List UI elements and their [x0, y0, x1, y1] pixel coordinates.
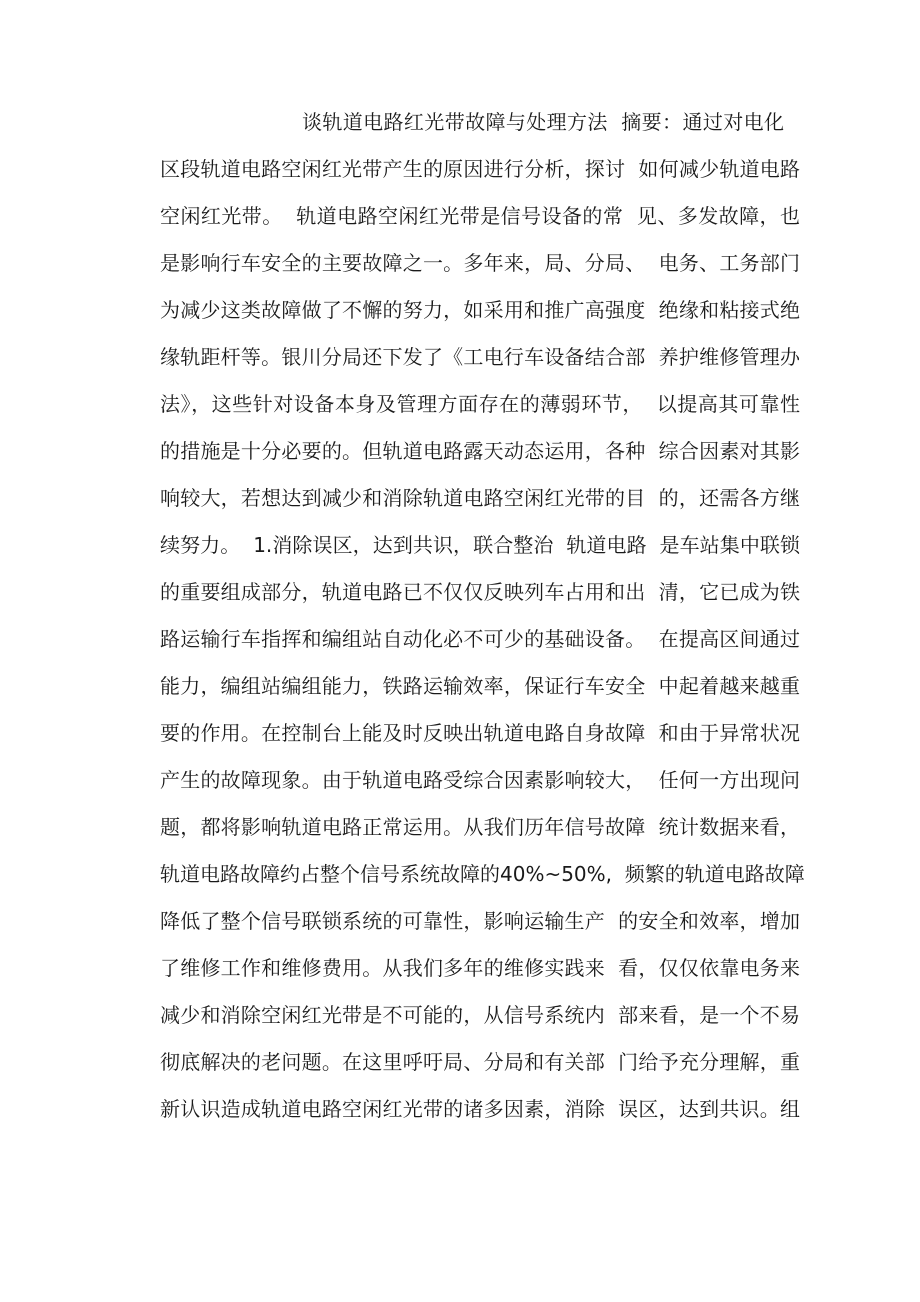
- body-text-line: 降低了整个信号联锁系统的可靠性，影响运输生产 的安全和效率，增加: [160, 909, 800, 933]
- body-text-line: 彻底解决的老问题。在这里呼吁局、分局和有关部 门给予充分理解，重: [160, 1050, 800, 1074]
- body-text-line: 产生的故障现象。由于轨道电路受综合因素影响较大， 任何一方出现问: [160, 768, 800, 792]
- body-text-line: 的重要组成部分，轨道电路已不仅仅反映列车占用和出 清，它已成为铁: [160, 580, 800, 604]
- body-text-line: 题，都将影响轨道电路正常运用。从我们历年信号故障 统计数据来看，: [160, 815, 800, 839]
- body-text-line: 空闲红光带。 轨道电路空闲红光带是信号设备的常 见、多发故障，也: [160, 204, 800, 228]
- body-text-line: 减少和消除空闲红光带是不可能的，从信号系统内 部来看，是一个不易: [160, 1003, 800, 1027]
- body-text-line: 续努力。 1.消除误区，达到共识，联合整治 轨道电路 是车站集中联锁: [160, 533, 800, 557]
- body-text-line: 了维修工作和维修费用。从我们多年的维修实践来 看，仅仅依靠电务来: [160, 956, 800, 980]
- body-text-line: 法》，这些针对设备本身及管理方面存在的薄弱环节， 以提高其可靠性: [160, 392, 800, 416]
- body-text-line: 区段轨道电路空闲红光带产生的原因进行分析，探讨 如何减少轨道电路: [160, 157, 800, 181]
- body-text-line: 是影响行车安全的主要故障之一。多年来，局、分局、 电务、工务部门: [160, 251, 800, 275]
- body-text-line: 谈轨道电路红光带故障与处理方法 摘要：通过对电化: [302, 110, 784, 134]
- body-text-line: 缘轨距杆等。银川分局还下发了《工电行车设备结合部 养护维修管理办: [160, 345, 800, 369]
- body-text-line: 的措施是十分必要的。但轨道电路露天动态运用，各种 综合因素对其影: [160, 439, 800, 463]
- body-text-line: 为减少这类故障做了不懈的努力，如采用和推广高强度 绝缘和粘接式绝: [160, 298, 800, 322]
- body-text-line: 新认识造成轨道电路空闲红光带的诸多因素，消除 误区，达到共识。组: [160, 1097, 800, 1121]
- body-text-line: 能力，编组站编组能力，铁路运输效率，保证行车安全 中起着越来越重: [160, 674, 800, 698]
- body-text-line: 响较大，若想达到减少和消除轨道电路空闲红光带的目 的，还需各方继: [160, 486, 800, 510]
- body-text-line: 路运输行车指挥和编组站自动化必不可少的基础设备。 在提高区间通过: [160, 627, 800, 651]
- body-text-line: 要的作用。在控制台上能及时反映出轨道电路自身故障 和由于异常状况: [160, 721, 800, 745]
- body-text-line: 轨道电路故障约占整个信号系统故障的40%~50%, 频繁的轨道电路故障: [160, 862, 805, 886]
